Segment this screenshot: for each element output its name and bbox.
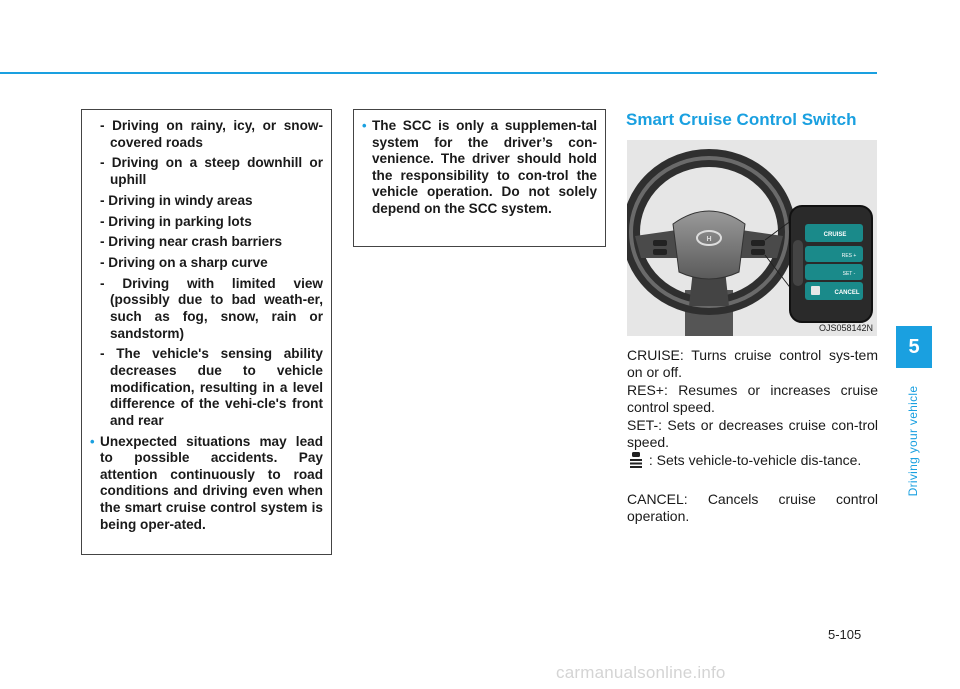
desc-text: Sets vehicle-to-vehicle dis-tance. [656,452,862,468]
left-spoke-button [653,249,667,255]
desc-key: : [648,452,653,468]
list-item: - Driving on rainy, icy, or snow-covered roads [100,118,323,150]
desc-res [627,382,878,416]
steering-wheel-figure [627,140,877,336]
desc-text: Turns cruise control sys-tem on or off. [627,347,878,380]
desc-key: CANCEL: [627,491,688,507]
logo-letter: H [706,236,712,243]
desc-cruise [627,347,878,381]
watermark: carmanualsonline.info [556,663,726,682]
res-label: RES + [841,253,857,259]
list-item: - Driving on a steep downhill or uphill [100,155,323,187]
bullet-item [90,434,323,534]
right-spoke-button [751,249,765,255]
desc-distance [627,452,878,469]
desc-key: CRUISE: [627,347,684,363]
distance-icon [811,286,820,295]
page-number: 5-105 [828,627,862,642]
list-item: - Driving near crash barriers [100,234,283,250]
desc-key: SET-: [627,417,663,433]
bullet-text: The SCC is only a supplemen-tal system for the driver’s con-venience. The driver should hold the responsibility to con-trol the vehicle operation. Do not solely depend on the SCC system. [372,118,597,216]
desc-cancel [627,491,878,525]
bullet-marker: • [362,118,367,133]
steering-wheel-illustration [627,140,877,336]
cancel-label: CANCEL [834,290,860,296]
thumb-wheel [793,240,803,286]
chapter-label-text: Driving your vehicle [906,385,920,496]
vehicle-distance-icon [629,452,643,468]
cruise-label: CRUISE [823,232,847,238]
list-item: - Driving on a sharp curve [100,255,268,271]
chapter-tab: 5 [896,326,932,368]
desc-text: Cancels cruise control operation. [627,491,878,524]
right-spoke-button [751,240,765,246]
list-item: - Driving with limited view (possibly due to bad weath-er, such as fog, snow, rain or sandstorm) [100,275,323,341]
caution-box-left [81,109,332,555]
bullet-item [362,118,597,218]
figure-id: OJS058142N [818,323,873,333]
desc-set [627,417,878,451]
desc-text: Resumes or increases cruise control speed. [627,382,878,415]
bullet-marker: • [90,433,95,449]
bullet-text: Unexpected situations may lead to possible accidents. Pay attention continuously to road conditions and driving even when the smart cruise control system is being oper-ated. [100,433,323,532]
desc-text: Sets or decreases cruise con-trol speed. [627,417,879,450]
left-spoke-button [653,240,667,246]
list-item: - The vehicle's sensing ability decreases due to vehicle modification, resulting in a level difference of the vehi-cle's front and rear [100,346,323,428]
set-label: SET - [842,271,856,277]
desc-key: RES+: [627,382,668,398]
section-heading: Smart Cruise Control Switch [626,110,857,129]
list-item: - Driving in parking lots [100,213,252,229]
list-item: - Driving in windy areas [100,192,253,208]
header-rule [0,72,877,74]
caution-box-middle [353,109,606,247]
chapter-label [905,378,921,503]
